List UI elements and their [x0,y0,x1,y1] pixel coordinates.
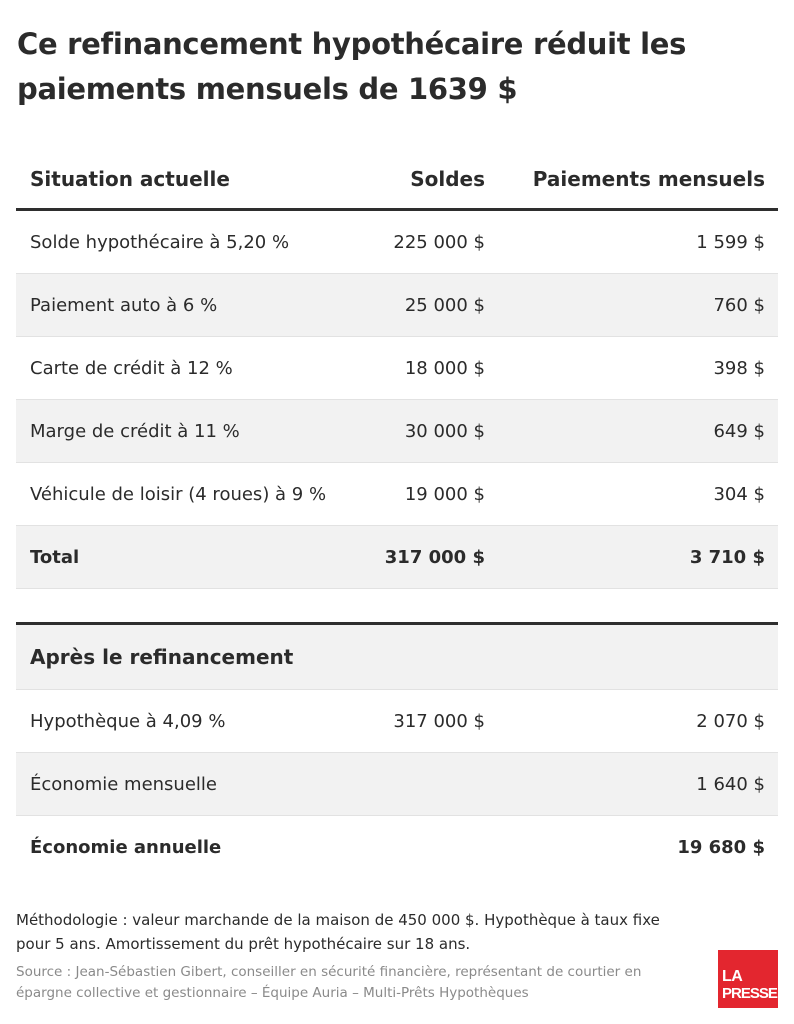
source-note: Source : Jean-Sébastien Gibert, conseiller en sécurité financière, représentant de courtier en épargne collective et gestionnaire – Équipe Auria – Multi-Prêts Hypothèques [16,964,642,1001]
row-payment: 1 599 $ [696,231,765,253]
la-presse-logo [718,950,778,1008]
row-label: Carte de crédit à 12 % [30,357,233,379]
row-payment: 1 640 $ [696,773,765,795]
row-payment: 398 $ [713,357,765,379]
table-row [16,690,778,753]
table-row [16,400,778,463]
row-payment: 649 $ [713,420,765,442]
column-header-situation: Situation actuelle [30,167,230,191]
current-situation-table [16,150,778,589]
total-payment: 3 710 $ [689,546,765,568]
row-payment: 2 070 $ [696,710,765,732]
logo-line-1: LA [722,968,743,985]
row-balance: 18 000 $ [404,357,485,379]
total-balance: 317 000 $ [384,546,485,568]
row-label: Économie mensuelle [30,773,217,795]
row-label: Marge de crédit à 11 % [30,420,240,442]
logo-line-2: PRESSE [722,985,777,1002]
methodology-note: Méthodologie : valeur marchande de la maison de 450 000 $. Hypothèque à taux fixe pour 5 ans. Amortissement du prêt hypothécaire sur 18 ans. [16,911,660,953]
annual-savings-row [16,816,778,878]
total-label: Total [30,546,80,568]
table-row [16,274,778,337]
row-balance: 225 000 $ [393,231,485,253]
section-header-after: Après le refinancement [30,645,294,669]
row-payment: 304 $ [713,483,765,505]
column-header-balances: Soldes [410,167,485,191]
row-balance: 25 000 $ [404,294,485,316]
row-balance: 317 000 $ [393,710,485,732]
row-balance: 19 000 $ [404,483,485,505]
table-row [16,337,778,400]
table-row [16,211,778,274]
row-label: Véhicule de loisir (4 roues) à 9 % [30,483,327,505]
row-label: Solde hypothécaire à 5,20 % [30,231,290,253]
row-balance: 30 000 $ [404,420,485,442]
total-row [16,526,778,589]
table-row [16,463,778,526]
after-refinancing-table [16,622,778,878]
table-header-row [16,150,778,211]
row-label: Hypothèque à 4,09 % [30,710,226,732]
section-header-row [16,622,778,690]
annual-savings-value: 19 680 $ [677,836,765,858]
table-row [16,753,778,816]
page-title: Ce refinancement hypothécaire réduit les paiements mensuels de 1639 $ [17,27,687,106]
row-label: Paiement auto à 6 % [30,294,218,316]
annual-savings-label: Économie annuelle [30,836,222,858]
row-payment: 760 $ [713,294,765,316]
column-header-payments: Paiements mensuels [532,167,765,191]
